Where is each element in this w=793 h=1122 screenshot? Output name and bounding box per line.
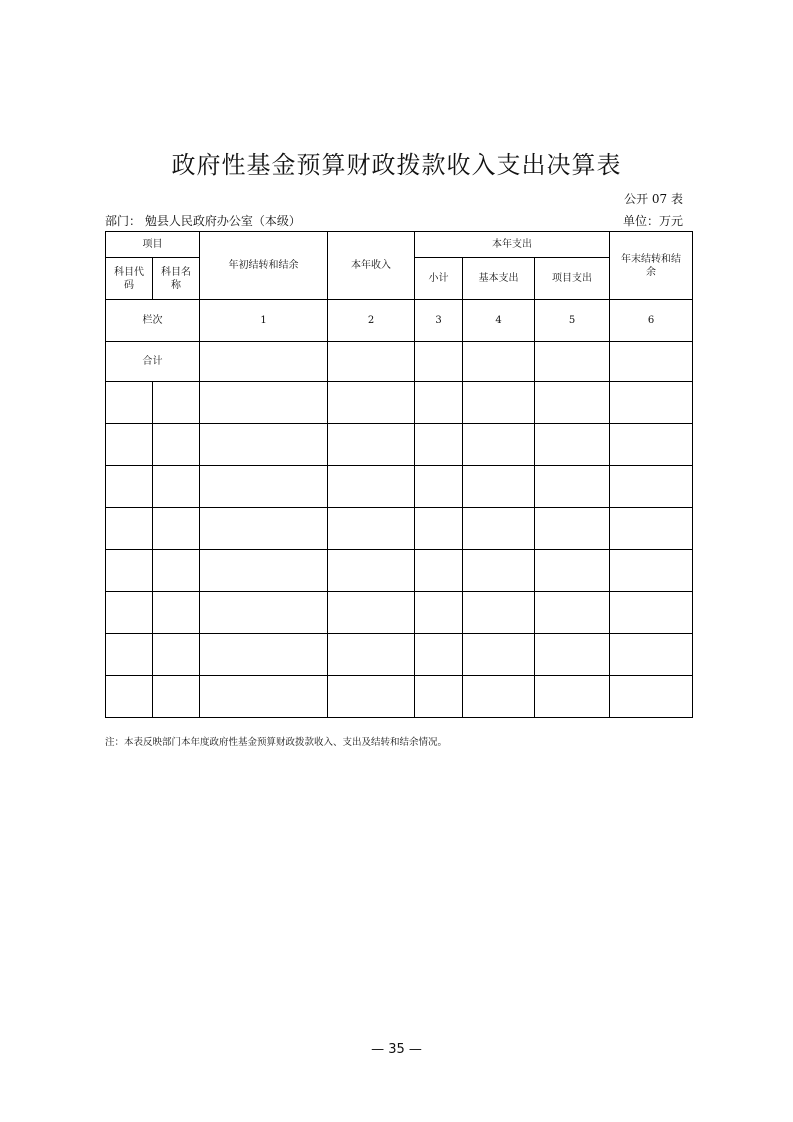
table-cell [463, 592, 535, 634]
table-cell [153, 382, 200, 424]
page-title: 政府性基金预算财政拨款收入支出决算表 [171, 151, 622, 179]
header-subject-name: 科目名称 [153, 258, 200, 300]
total-cell [328, 342, 415, 382]
table-cell [328, 382, 415, 424]
table-cell [610, 508, 693, 550]
table-cell [106, 424, 153, 466]
column-index-row [106, 300, 693, 342]
unit-label: 单位：万元 [622, 214, 683, 228]
form-number: 公开 07 表 [624, 192, 683, 206]
table-cell [415, 466, 463, 508]
table-cell [415, 508, 463, 550]
header-current-expense: 本年支出 [415, 232, 610, 258]
table-row [106, 592, 693, 634]
table-cell [463, 676, 535, 718]
table-cell [535, 424, 610, 466]
table-cell [153, 550, 200, 592]
table-row [106, 550, 693, 592]
header-subject-code: 科目代码 [106, 258, 153, 300]
table-cell [106, 592, 153, 634]
table-row [106, 424, 693, 466]
department-line [105, 212, 301, 229]
table-cell [610, 466, 693, 508]
table-cell [106, 550, 153, 592]
table-cell [106, 466, 153, 508]
table-cell [106, 676, 153, 718]
table-cell [535, 508, 610, 550]
table-cell [200, 424, 328, 466]
table-cell [535, 676, 610, 718]
table-cell [328, 424, 415, 466]
table-cell [200, 382, 328, 424]
table-cell [535, 634, 610, 676]
table-cell [415, 634, 463, 676]
table-cell [610, 634, 693, 676]
table-cell [328, 634, 415, 676]
total-cell [610, 342, 693, 382]
header-current-income: 本年收入 [328, 232, 415, 300]
table-cell [463, 550, 535, 592]
column-index-cell: 1 [200, 300, 328, 342]
table-cell [153, 634, 200, 676]
table-cell [200, 508, 328, 550]
table-cell [610, 424, 693, 466]
table-cell [463, 382, 535, 424]
table-note: 注：本表反映部门本年度政府性基金预算财政拨款收入、支出及结转和结余情况。 [105, 737, 448, 748]
header-basic-expense: 基本支出 [463, 258, 535, 300]
table-row [106, 634, 693, 676]
table-cell [200, 592, 328, 634]
table-cell [610, 676, 693, 718]
total-label: 合计 [106, 342, 200, 382]
table-cell [328, 550, 415, 592]
total-cell [200, 342, 328, 382]
table-cell [610, 592, 693, 634]
table-cell [415, 592, 463, 634]
table-cell [535, 550, 610, 592]
table-cell [153, 676, 200, 718]
table-row [106, 676, 693, 718]
header-project-expense: 项目支出 [535, 258, 610, 300]
table-header [106, 232, 693, 300]
table-cell [200, 676, 328, 718]
table-body [106, 300, 693, 382]
table-cell [106, 508, 153, 550]
table-cell [415, 424, 463, 466]
header-opening-balance: 年初结转和结余 [200, 232, 328, 300]
column-index-cell: 5 [535, 300, 610, 342]
table-cell [200, 550, 328, 592]
header-project: 项目 [106, 232, 200, 258]
total-cell [463, 342, 535, 382]
column-index-cell: 6 [610, 300, 693, 342]
table-cell [463, 424, 535, 466]
table-row [106, 382, 693, 424]
total-cell [535, 342, 610, 382]
table-cell [535, 466, 610, 508]
page-number: — 35 — [371, 1042, 422, 1057]
department-label: 部门： [105, 214, 142, 228]
table-cell [153, 508, 200, 550]
table-cell [415, 382, 463, 424]
table-cell [153, 466, 200, 508]
table-cell [610, 382, 693, 424]
header-subtotal: 小计 [415, 258, 463, 300]
table-cell [463, 508, 535, 550]
table-cell [610, 550, 693, 592]
table-cell [200, 634, 328, 676]
column-index-cell: 2 [328, 300, 415, 342]
table-cell [106, 382, 153, 424]
table-cell [415, 676, 463, 718]
table-cell [200, 466, 328, 508]
column-index-cell: 3 [415, 300, 463, 342]
table-cell [328, 592, 415, 634]
total-row [106, 342, 693, 382]
total-cell [415, 342, 463, 382]
data-rows [106, 382, 693, 718]
table-cell [328, 508, 415, 550]
table-cell [106, 634, 153, 676]
table-cell [535, 382, 610, 424]
budget-table [105, 231, 693, 718]
table-cell [328, 466, 415, 508]
header-closing-balance: 年末结转和结余 [610, 232, 693, 300]
table-row [106, 508, 693, 550]
table-cell [463, 634, 535, 676]
column-index-label: 栏次 [106, 300, 200, 342]
table-cell [535, 592, 610, 634]
column-index-cell: 4 [463, 300, 535, 342]
table-cell [328, 676, 415, 718]
department-name: 勉县人民政府办公室（本级） [144, 214, 301, 228]
table-cell [415, 550, 463, 592]
table-row [106, 466, 693, 508]
table-cell [153, 424, 200, 466]
table-cell [463, 466, 535, 508]
table-cell [153, 592, 200, 634]
